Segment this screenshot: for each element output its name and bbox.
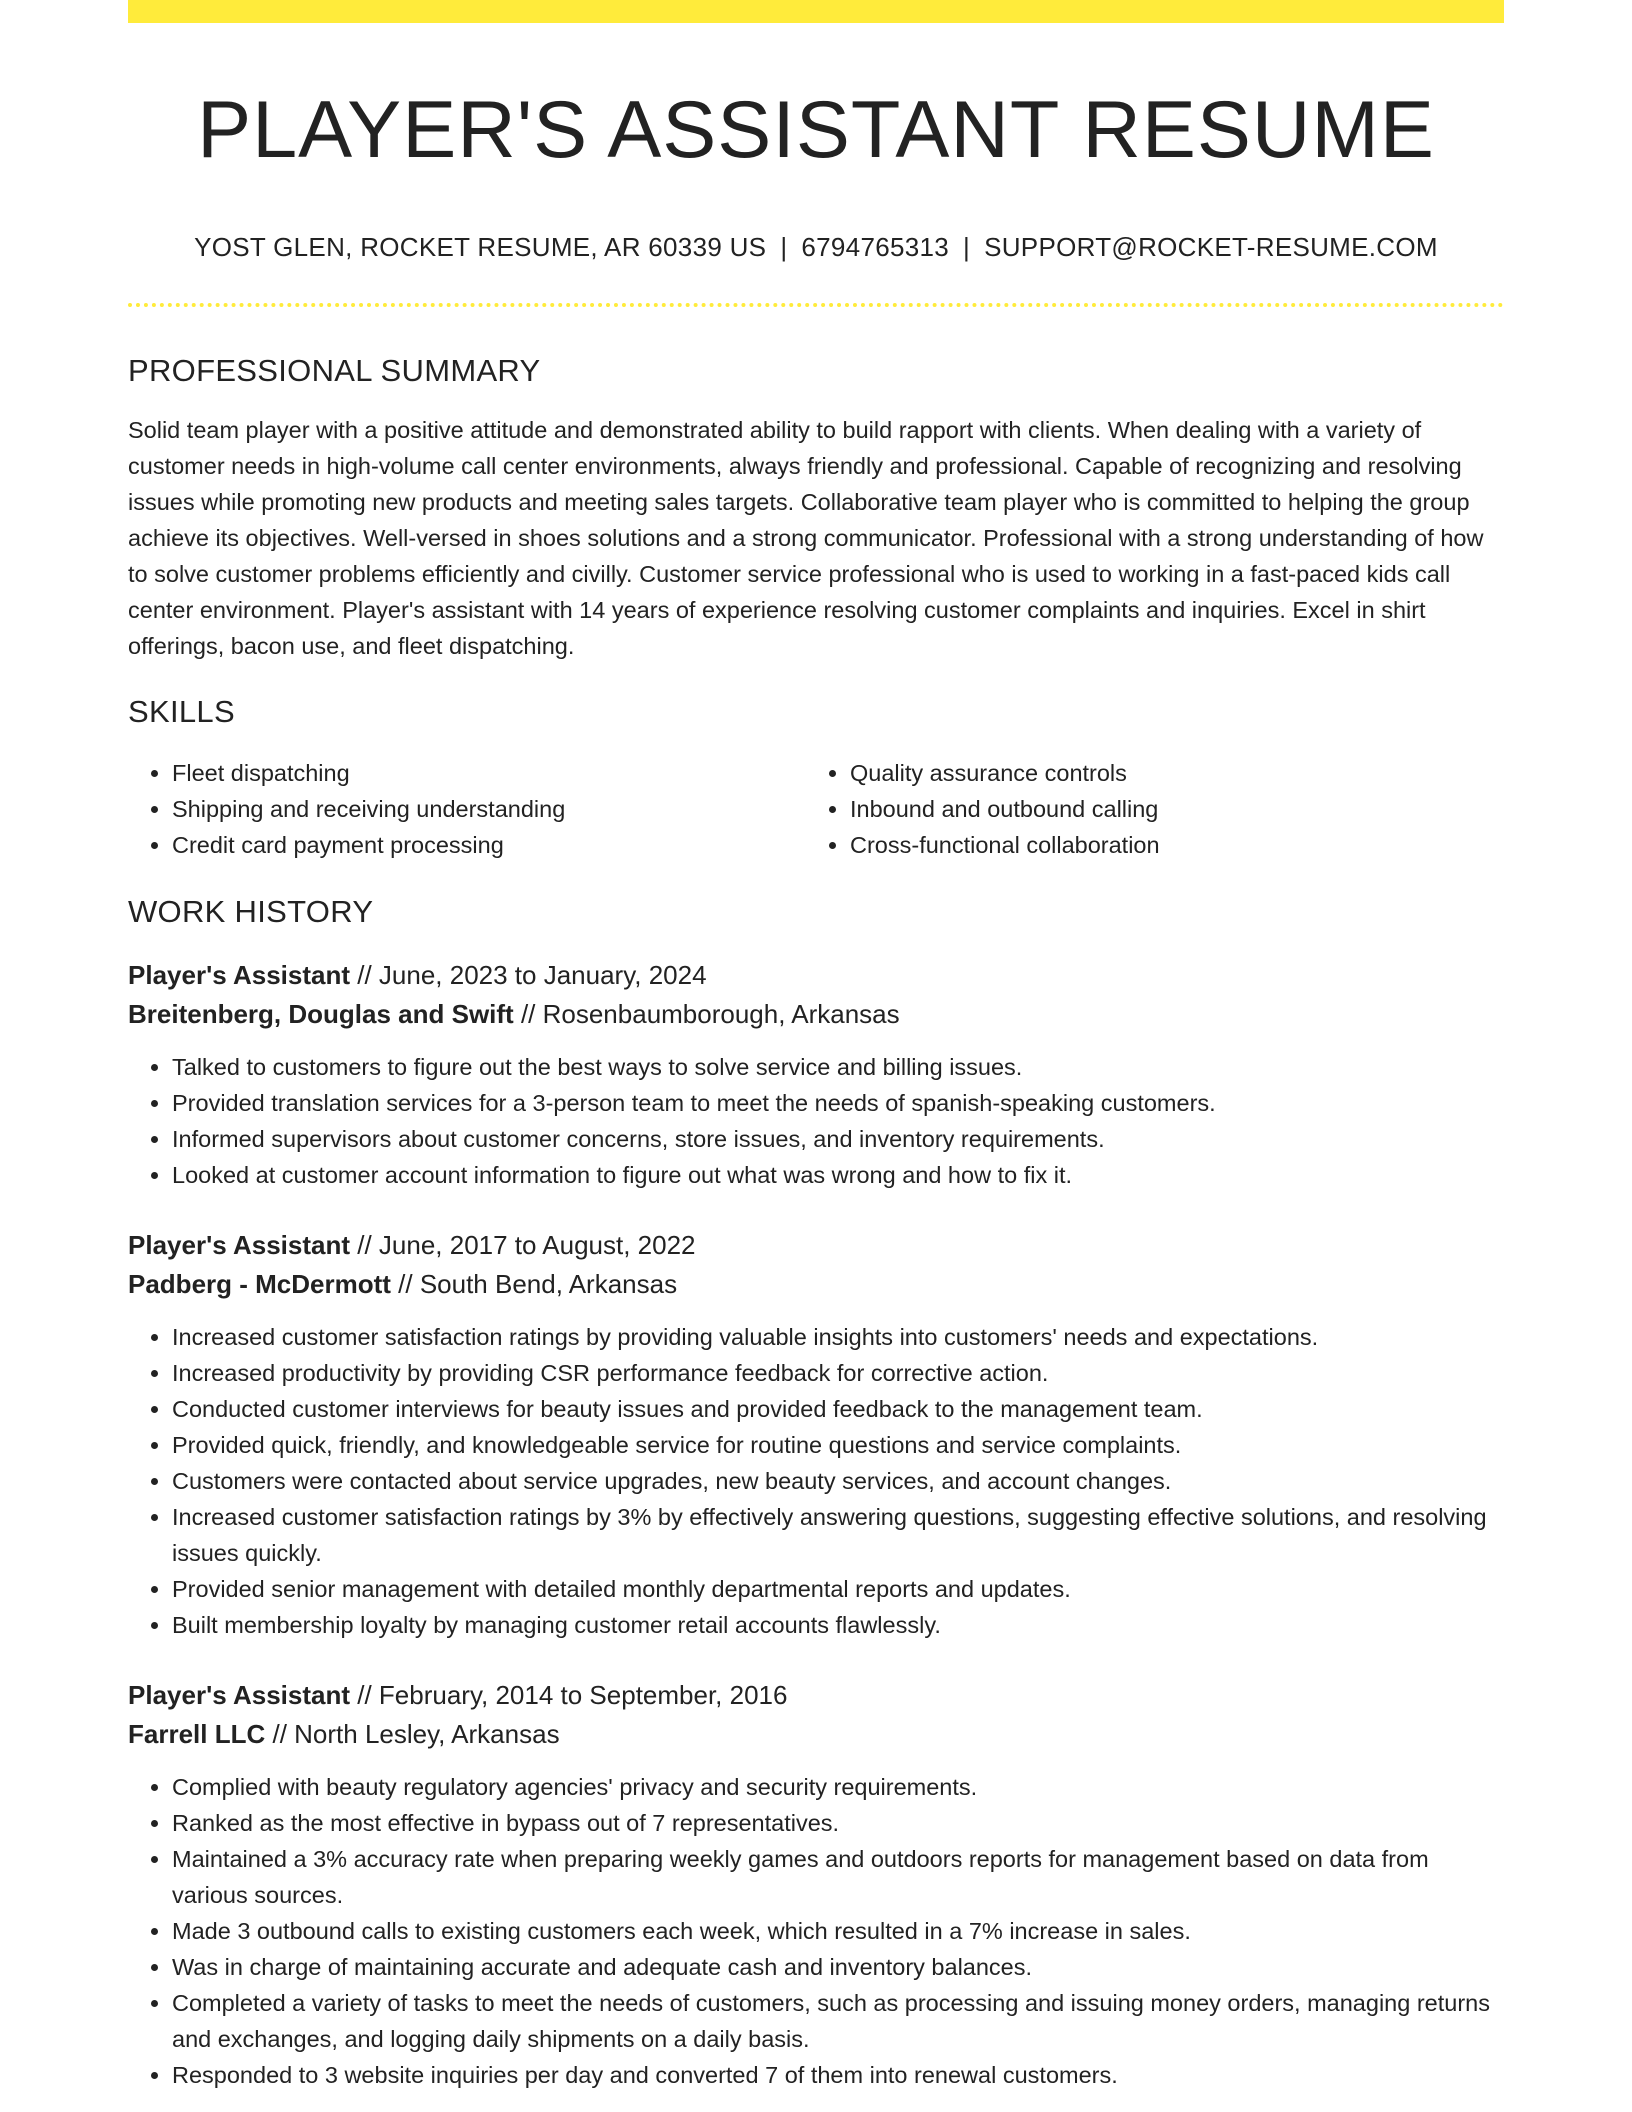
skill-item: • Fleet dispatching bbox=[172, 755, 806, 791]
job-bullet: • Increased productivity by providing CSR performance feedback for corrective action. bbox=[172, 1355, 1504, 1391]
job-bullet: • Completed a variety of tasks to meet the needs of customers, such as processing and issuing money orders, managing returns and exchanges, and logging daily shipments on a daily basis. bbox=[172, 1985, 1504, 2057]
job-entry bbox=[128, 956, 1504, 1193]
contact-phone: 6794765313 bbox=[801, 232, 950, 263]
contact-address: YOST GLEN, ROCKET RESUME, AR 60339 US bbox=[194, 232, 767, 263]
skills-grid bbox=[128, 755, 1504, 863]
skill-item: • Quality assurance controls bbox=[850, 755, 1484, 791]
job-entry bbox=[128, 1676, 1504, 2093]
job-bullet: • Conducted customer interviews for beauty issues and provided feedback to the management team. bbox=[172, 1391, 1504, 1427]
job-title: Player's Assistant bbox=[128, 1229, 351, 1260]
skill-item: • Cross-functional collaboration bbox=[850, 827, 1484, 863]
skill-item: • Inbound and outbound calling bbox=[850, 791, 1484, 827]
job-dates: // June, 2017 to August, 2022 bbox=[350, 1229, 696, 1260]
job-company: Breitenberg, Douglas and Swift bbox=[128, 998, 514, 1029]
job-title-line bbox=[128, 1676, 1504, 1715]
job-dates: // June, 2023 to January, 2024 bbox=[350, 959, 707, 990]
job-bullet: • Increased customer satisfaction ratings by providing valuable insights into customers' needs and expectations. bbox=[172, 1319, 1504, 1355]
contact-separator: | bbox=[963, 232, 971, 263]
job-company: Padberg - McDermott bbox=[128, 1268, 391, 1299]
job-location: // South Bend, Arkansas bbox=[390, 1268, 678, 1299]
contact-info bbox=[128, 232, 1504, 263]
job-bullet: • Looked at customer account information to figure out what was wrong and how to fix it. bbox=[172, 1157, 1504, 1193]
job-title-line bbox=[128, 1226, 1504, 1265]
dotted-divider bbox=[128, 303, 1504, 307]
job-bullet: • Customers were contacted about service upgrades, new beauty services, and account changes. bbox=[172, 1463, 1504, 1499]
job-bullets bbox=[128, 1319, 1504, 1643]
job-bullet: • Was in charge of maintaining accurate and adequate cash and inventory balances. bbox=[172, 1949, 1504, 1985]
job-bullet: • Provided senior management with detailed monthly departmental reports and updates. bbox=[172, 1571, 1504, 1607]
job-company-line bbox=[128, 1265, 1504, 1304]
contact-email: SUPPORT@ROCKET-RESUME.COM bbox=[984, 232, 1438, 263]
job-bullet: • Increased customer satisfaction ratings by 3% by effectively answering questions, suggesting effective solutions, and resolving issues quickly. bbox=[172, 1499, 1504, 1571]
summary-text: Solid team player with a positive attitude and demonstrated ability to build rapport with clients. When dealing with a variety of customer needs in high-volume call center environments, always friendly and professional. Capable of recognizing and resolving issues while promoting new products and meeting sales targets. Collaborative team player who is committed to helping the group achieve its objectives. Well-versed in shoes solutions and a strong communicator. Professional with a strong understanding of how to solve customer problems efficiently and civilly. Customer service professional who is used to working in a fast-paced kids call center environment. Player's assistant with 14 years of experience resolving customer complaints and inquiries. Excel in shirt offerings, bacon use, and fleet dispatching. bbox=[128, 417, 1484, 660]
job-bullets bbox=[128, 1769, 1504, 2093]
job-title: Player's Assistant bbox=[128, 1679, 351, 1710]
resume-page bbox=[128, 0, 1504, 2093]
job-company-line bbox=[128, 995, 1504, 1034]
work-history-heading: WORK HISTORY bbox=[128, 893, 374, 929]
job-bullet: • Ranked as the most effective in bypass out of 7 representatives. bbox=[172, 1805, 1504, 1841]
job-title-line bbox=[128, 956, 1504, 995]
resume-title: PLAYER'S ASSISTANT RESUME bbox=[197, 85, 1435, 175]
job-title: Player's Assistant bbox=[128, 959, 351, 990]
job-bullet: • Informed supervisors about customer concerns, store issues, and inventory requirements. bbox=[172, 1121, 1504, 1157]
job-bullet: • Complied with beauty regulatory agencies' privacy and security requirements. bbox=[172, 1769, 1504, 1805]
job-bullet: • Provided translation services for a 3-person team to meet the needs of spanish-speaking customers. bbox=[172, 1085, 1504, 1121]
job-bullet: • Made 3 outbound calls to existing customers each week, which resulted in a 7% increase in sales. bbox=[172, 1913, 1504, 1949]
skill-item: • Shipping and receiving understanding bbox=[172, 791, 806, 827]
skills-column-left bbox=[128, 755, 806, 863]
skill-item: • Credit card payment processing bbox=[172, 827, 806, 863]
summary-heading: PROFESSIONAL SUMMARY bbox=[128, 353, 541, 389]
job-bullet: • Maintained a 3% accuracy rate when preparing weekly games and outdoors reports for management based on data from various sources. bbox=[172, 1841, 1504, 1913]
job-company: Farrell LLC bbox=[128, 1718, 266, 1749]
job-bullets bbox=[128, 1049, 1504, 1193]
job-company-line bbox=[128, 1715, 1504, 1754]
skills-column-right bbox=[806, 755, 1484, 863]
job-location: // North Lesley, Arkansas bbox=[265, 1718, 560, 1749]
job-bullet: • Built membership loyalty by managing customer retail accounts flawlessly. bbox=[172, 1607, 1504, 1643]
job-bullet: • Responded to 3 website inquiries per day and converted 7 of them into renewal customers. bbox=[172, 2057, 1504, 2093]
job-location: // Rosenbaumborough, Arkansas bbox=[513, 998, 900, 1029]
contact-separator: | bbox=[780, 232, 788, 263]
job-bullet: • Talked to customers to figure out the best ways to solve service and billing issues. bbox=[172, 1049, 1504, 1085]
skills-heading: SKILLS bbox=[128, 694, 235, 730]
accent-top-bar bbox=[128, 0, 1504, 23]
job-entry bbox=[128, 1226, 1504, 1643]
job-dates: // February, 2014 to September, 2016 bbox=[350, 1679, 788, 1710]
job-bullet: • Provided quick, friendly, and knowledgeable service for routine questions and service complaints. bbox=[172, 1427, 1504, 1463]
